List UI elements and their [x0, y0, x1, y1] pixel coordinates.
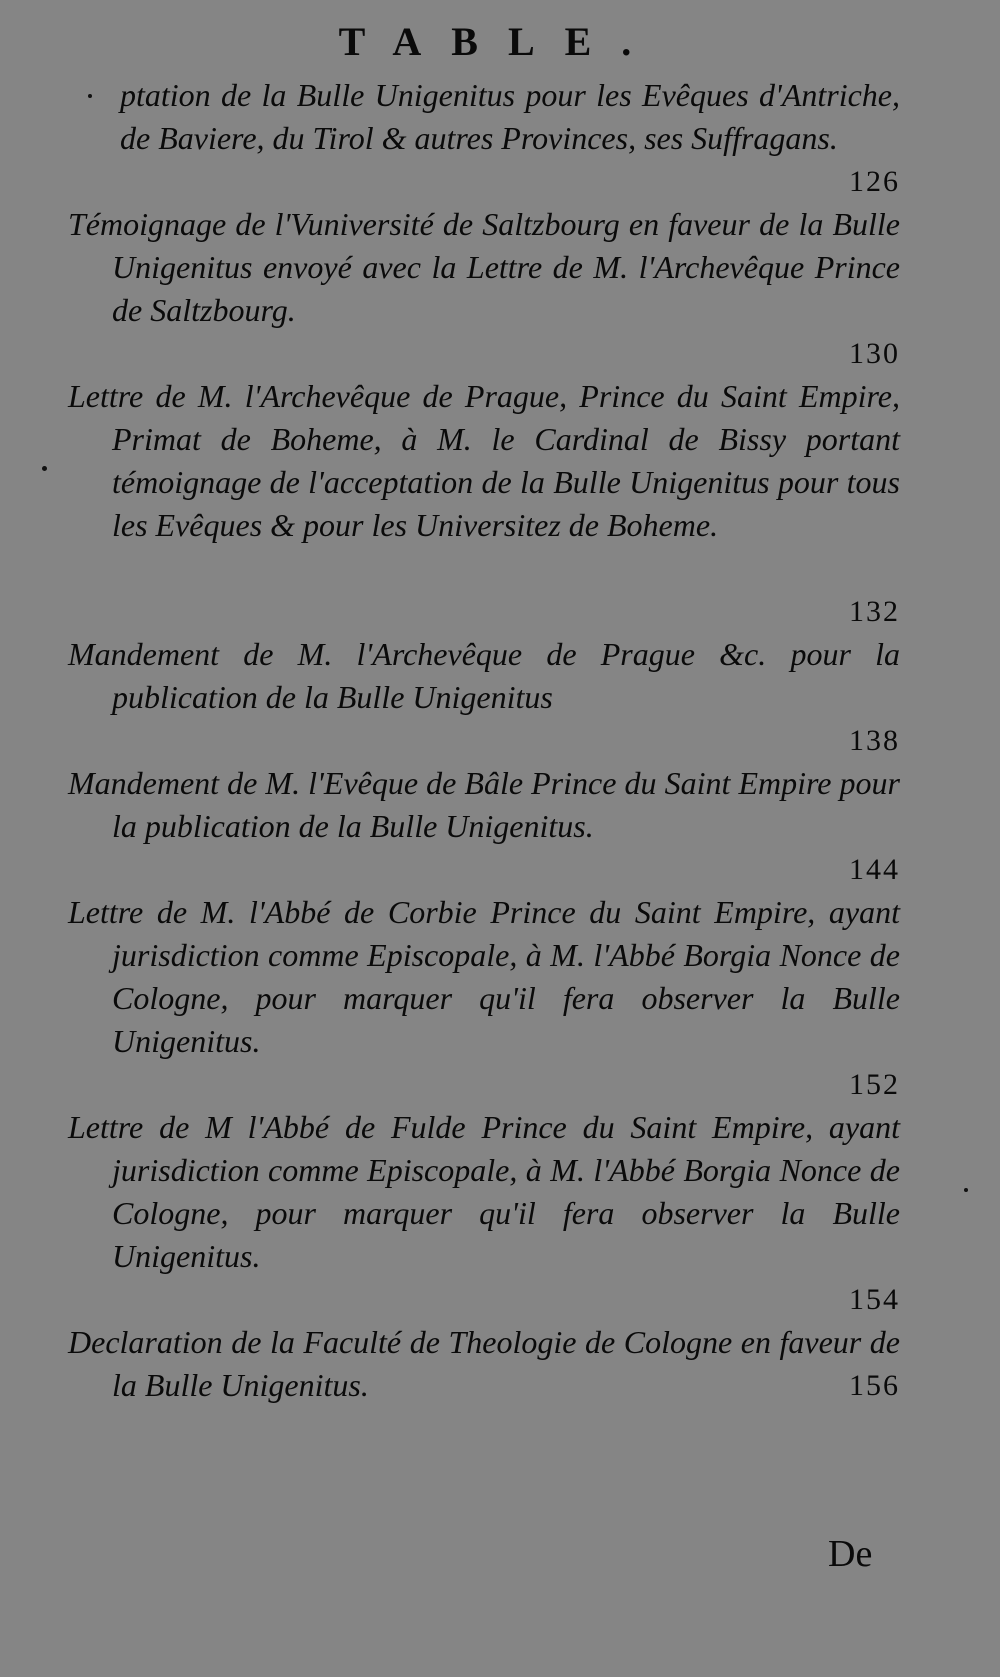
table-of-contents [68, 74, 900, 1407]
toc-entry-text: Declaration de la Faculté de Theologie de Cologne en faveur de la Bulle Unigenitus. [68, 1324, 900, 1403]
toc-entry-text: Mandement de M. l'Archevêque de Prague &c. pour la publication de la Bulle Unigenitus [68, 636, 900, 715]
toc-entry-text: ptation de la Bulle Unigenitus pour les Evêques d'Antriche, de Baviere, du Tirol & autres Provinces, ses Suffragans. [120, 77, 900, 156]
toc-entry-page: 152 [849, 1068, 900, 1101]
toc-entry [68, 1321, 900, 1407]
toc-entry-page: 130 [849, 337, 900, 370]
toc-entry-text: Lettre de M l'Abbé de Fulde Prince du Saint Empire, ayant jurisdiction comme Episcopale, à M. l'Abbé Borgia Nonce de Cologne, pour marquer qu'il fera observer la Bulle Unigenitus. [68, 1109, 900, 1274]
toc-entry [68, 891, 900, 1106]
toc-entry [68, 74, 900, 203]
toc-entry-page: 156 [849, 1369, 900, 1402]
toc-entry [68, 203, 900, 375]
toc-entry-page: 138 [849, 724, 900, 757]
catchword: De [828, 1533, 873, 1575]
ink-speck [964, 1188, 968, 1192]
ink-speck [88, 94, 92, 98]
toc-entry-page: 126 [849, 165, 900, 198]
toc-entry-page: 154 [849, 1283, 900, 1316]
toc-entry [68, 633, 900, 762]
toc-entry [68, 375, 900, 633]
toc-entry-text: Témoignage de l'Vuniversité de Saltzbourg en faveur de la Bulle Unigenitus envoyé avec la Lettre de M. l'Archevêque Prince de Saltzbourg. [68, 206, 900, 328]
ink-speck [42, 466, 47, 471]
toc-entry-page: 144 [849, 853, 900, 886]
toc-entry-text: Lettre de M. l'Archevêque de Prague, Prince du Saint Empire, Primat de Boheme, à M. le Cardinal de Bissy portant témoignage de l'acceptation de la Bulle Unigenitus pour tous les Evêques & pour les Universitez de Boheme. [68, 378, 900, 543]
toc-entry [68, 1106, 900, 1321]
toc-entry-text: Mandement de M. l'Evêque de Bâle Prince du Saint Empire pour la publication de la Bulle Unigenitus. [68, 765, 900, 844]
toc-entry-page: 132 [849, 595, 900, 628]
toc-entry-text: Lettre de M. l'Abbé de Corbie Prince du Saint Empire, ayant jurisdiction comme Episcopale, à M. l'Abbé Borgia Nonce de Cologne, pour marquer qu'il fera observer la Bulle Unigenitus. [68, 894, 900, 1059]
page-title: TABLE. [338, 19, 662, 64]
toc-entry [68, 762, 900, 891]
